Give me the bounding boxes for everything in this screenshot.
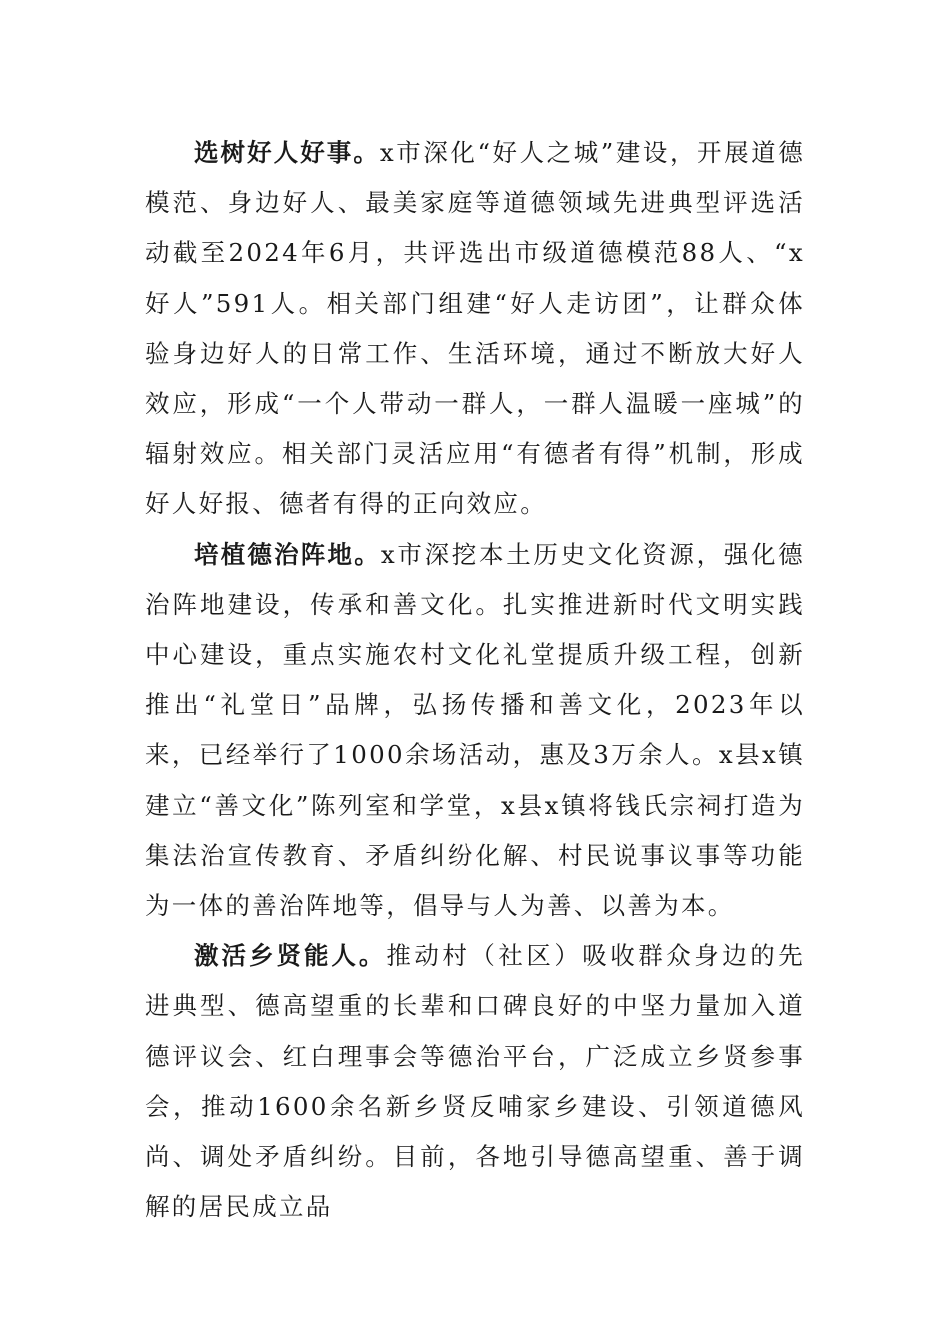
paragraph-heading: 培植德治阵地。: [194, 539, 381, 569]
paragraph-moral-governance: [145, 530, 805, 932]
paragraph-good-people: [145, 128, 805, 530]
paragraph-village-sages: [145, 931, 805, 1232]
paragraph-heading: 选树好人好事。: [194, 138, 380, 167]
paragraph-heading: 激活乡贤能人。: [194, 941, 387, 971]
paragraph-text: x市深化“好人之城”建设，开展道德模范、身边好人、最美家庭等道德领域先进典型评选活动截至2024年6月，共评选出市级道德模范88人、“x好人”591人。相关部门组建“好人走访团”，让群众体验身边好人的日常工作、生活环境，通过不断放大好人效应，形成“一个人带动一群人，一群人温暖一座城”的辐射效应。相关部门灵活应用“有德者有得”机制，形成好人好报、德者有得的正向效应。: [145, 138, 805, 519]
paragraph-text: 推动村（社区）吸收群众身边的先进典型、德高望重的长辈和口碑良好的中坚力量加入道德评议会、红白理事会等德治平台，广泛成立乡贤参事会，推动1600余名新乡贤反哺家乡建设、引领道德风尚、调处矛盾纠纷。目前，各地引导德高望重、善于调解的居民成立品: [145, 941, 805, 1222]
document-body: [145, 128, 805, 1232]
paragraph-text: x市深挖本土历史文化资源，强化德治阵地建设，传承和善文化。扎实推进新时代文明实践中心建设，重点实施农村文化礼堂提质升级工程，创新推出“礼堂日”品牌，弘扬传播和善文化，2023年以来，已经举行了1000余场活动，惠及3万余人。x县x镇建立“善文化”陈列室和学堂，x县x镇将钱氏宗祠打造为集法治宣传教育、矛盾纠纷化解、村民说事议事等功能为一体的善治阵地等，倡导与人为善、以善为本。: [145, 539, 805, 921]
